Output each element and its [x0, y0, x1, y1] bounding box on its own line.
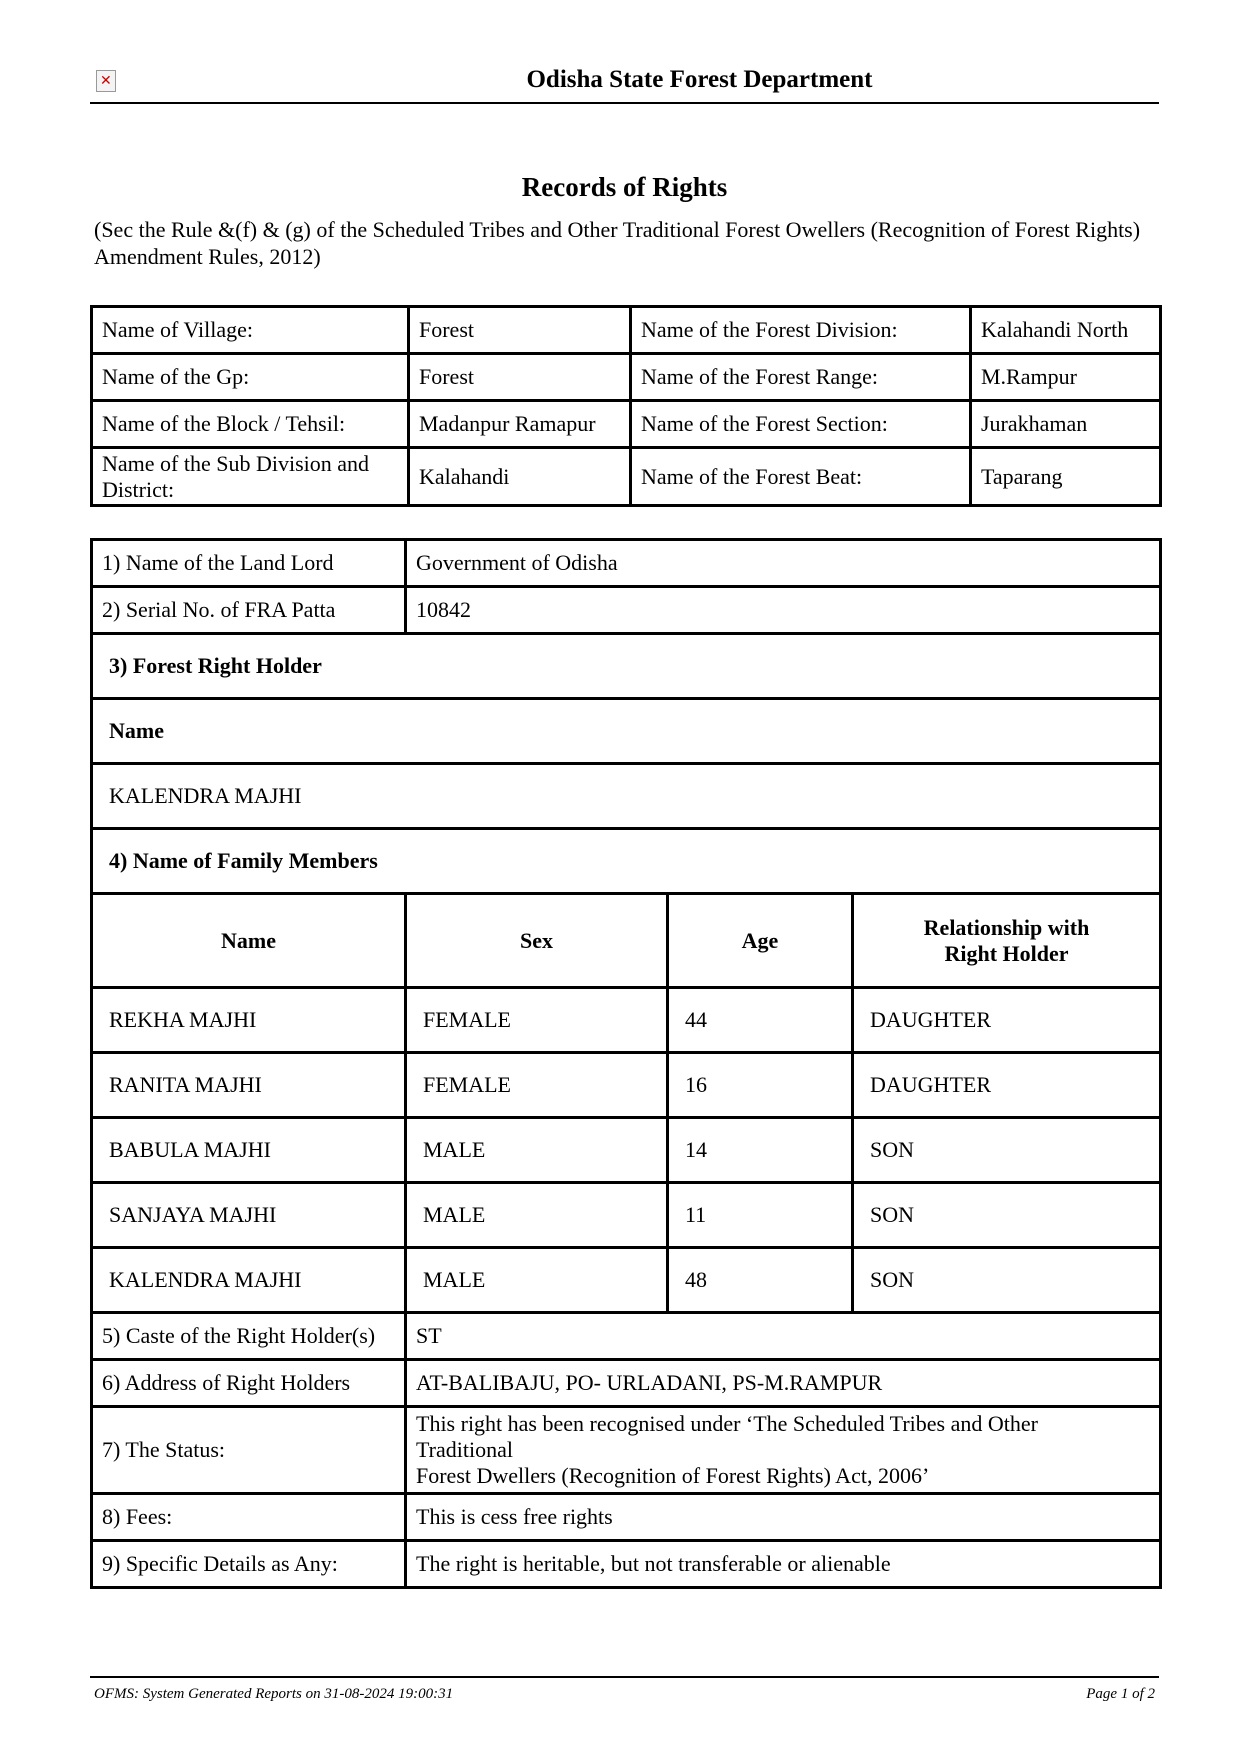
column-header-age: Age — [668, 894, 853, 988]
location-row — [92, 401, 1161, 448]
block-label: Name of the Block / Tehsil: — [92, 401, 409, 448]
member-age: 16 — [668, 1053, 853, 1118]
member-relation: DAUGHTER — [853, 988, 1161, 1053]
address-label: 6) Address of Right Holders — [92, 1360, 406, 1407]
beat-value: Taparang — [971, 448, 1161, 506]
caste-label: 5) Caste of the Right Holder(s) — [92, 1313, 406, 1360]
member-sex: MALE — [406, 1118, 668, 1183]
subdivision-value: Kalahandi — [409, 448, 631, 506]
table-row — [92, 1118, 1161, 1183]
location-row — [92, 448, 1161, 506]
holder-section-heading: 3) Forest Right Holder — [92, 634, 1161, 699]
member-age: 14 — [668, 1118, 853, 1183]
page-number: Page 1 of 2 — [1086, 1686, 1155, 1702]
fees-row — [92, 1494, 1161, 1541]
member-age: 11 — [668, 1183, 853, 1248]
holder-name-row — [92, 764, 1161, 829]
holder-section-row — [92, 634, 1161, 699]
department-title: Odisha State Forest Department — [526, 66, 873, 93]
member-sex: FEMALE — [406, 1053, 668, 1118]
member-age: 48 — [668, 1248, 853, 1313]
member-relation: SON — [853, 1183, 1161, 1248]
holder-name: KALENDRA MAJHI — [92, 764, 1161, 829]
caste-row — [92, 1313, 1161, 1360]
location-row — [92, 354, 1161, 401]
subdivision-label: Name of the Sub Division and District: — [92, 448, 409, 506]
fees-label: 8) Fees: — [92, 1494, 406, 1541]
division-label: Name of the Forest Division: — [631, 307, 971, 354]
division-value: Kalahandi North — [971, 307, 1161, 354]
generated-timestamp: OFMS: System Generated Reports on 31-08-2024 19:00:31 — [94, 1686, 454, 1702]
block-value: Madanpur Ramapur — [409, 401, 631, 448]
member-sex: MALE — [406, 1183, 668, 1248]
status-line-1: This right has been recognised under ‘The Scheduled Tribes and Other Traditional — [416, 1411, 1038, 1462]
location-row — [92, 307, 1161, 354]
family-section-row — [92, 829, 1161, 894]
serial-label: 2) Serial No. of FRA Patta — [92, 587, 406, 634]
document-subtitle: (Sec the Rule &(f) & (g) of the Scheduled Tribes and Other Traditional Forest Owellers (Recognition of Forest Rights) Amendment Rules, 2012) — [94, 217, 1141, 269]
table-row — [92, 988, 1161, 1053]
address-row — [92, 1360, 1161, 1407]
member-name: BABULA MAJHI — [92, 1118, 406, 1183]
document-title: Records of Rights — [521, 172, 728, 202]
holder-name-header: Name — [92, 699, 1161, 764]
member-name: KALENDRA MAJHI — [92, 1248, 406, 1313]
member-relation: DAUGHTER — [853, 1053, 1161, 1118]
gp-value: Forest — [409, 354, 631, 401]
section-value: Jurakhaman — [971, 401, 1161, 448]
member-relation: SON — [853, 1248, 1161, 1313]
member-sex: FEMALE — [406, 988, 668, 1053]
details-label: 9) Specific Details as Any: — [92, 1541, 406, 1588]
village-value: Forest — [409, 307, 631, 354]
serial-value: 10842 — [406, 587, 1161, 634]
status-value — [406, 1407, 1161, 1494]
details-row — [92, 1541, 1161, 1588]
landlord-label: 1) Name of the Land Lord — [92, 540, 406, 587]
details-value: The right is heritable, but not transferable or alienable — [406, 1541, 1161, 1588]
page-header — [90, 60, 1159, 104]
table-row — [92, 1053, 1161, 1118]
family-section-heading: 4) Name of Family Members — [92, 829, 1161, 894]
fees-value: This is cess free rights — [406, 1494, 1161, 1541]
village-label: Name of Village: — [92, 307, 409, 354]
member-sex: MALE — [406, 1248, 668, 1313]
column-header-name: Name — [92, 894, 406, 988]
status-label: 7) The Status: — [92, 1407, 406, 1494]
landlord-value: Government of Odisha — [406, 540, 1161, 587]
section-label: Name of the Forest Section: — [631, 401, 971, 448]
beat-label: Name of the Forest Beat: — [631, 448, 971, 506]
holder-name-header-row — [92, 699, 1161, 764]
address-value: AT-BALIBAJU, PO- URLADANI, PS-M.RAMPUR — [406, 1360, 1161, 1407]
member-age: 44 — [668, 988, 853, 1053]
caste-value: ST — [406, 1313, 1161, 1360]
column-header-relationship: Relationship with Right Holder — [853, 894, 1161, 988]
member-name: REKHA MAJHI — [92, 988, 406, 1053]
location-table — [90, 305, 1162, 507]
status-row — [92, 1407, 1161, 1494]
range-label: Name of the Forest Range: — [631, 354, 971, 401]
member-name: SANJAYA MAJHI — [92, 1183, 406, 1248]
table-row — [92, 1248, 1161, 1313]
status-line-2: Forest Dwellers (Recognition of Forest Rights) Act, 2006’ — [416, 1463, 930, 1488]
landlord-row — [92, 540, 1161, 587]
record-table — [90, 538, 1162, 1589]
page-footer — [90, 1676, 1159, 1702]
gp-label: Name of the Gp: — [92, 354, 409, 401]
table-row — [92, 1183, 1161, 1248]
member-relation: SON — [853, 1118, 1161, 1183]
column-header-sex: Sex — [406, 894, 668, 988]
range-value: M.Rampur — [971, 354, 1161, 401]
serial-row — [92, 587, 1161, 634]
family-header-row — [92, 894, 1161, 988]
member-name: RANITA MAJHI — [92, 1053, 406, 1118]
